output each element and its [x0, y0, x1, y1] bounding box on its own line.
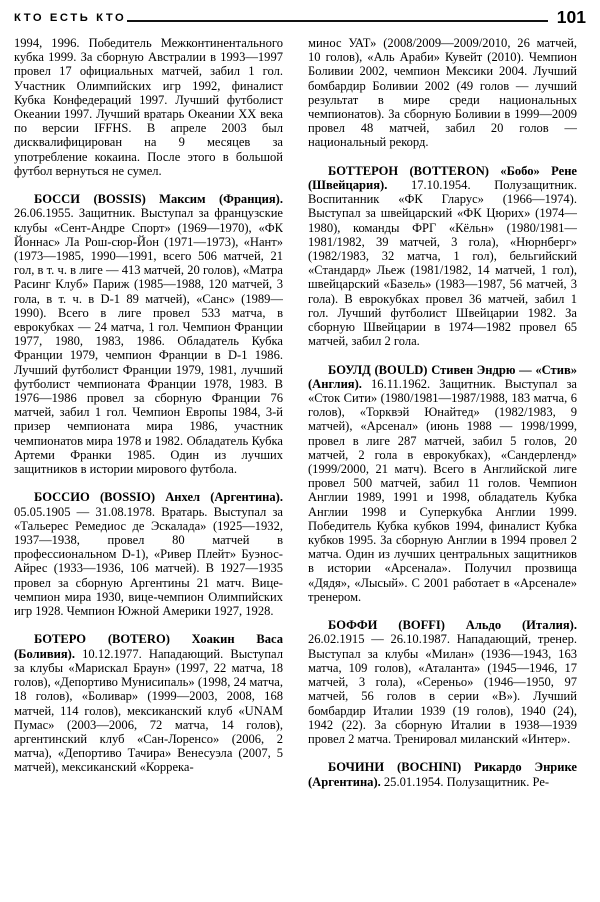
dictionary-entry [308, 760, 577, 788]
entry-body-text: 16.11.1962. Защитник. Выступал за «Сток Сити» (1980/1981—1987/1988, 183 матча, 6 голов), «Торквэй Юнайтед» (1982/1983, 9 матчей), «Арсенал» (июнь 1988 — 1998/1999, провел в лиге 287 матчей, забил 5 голов, 20 матчей, 2 гола в еврокубках), «Сандерленд» (1999/2000, 21 матч). Всего в Английской лиге провел 500 матчей, забил 11 голов. Чемпион Англии 1989, 1991 и 1998, обладатель Кубка Англии 1998 и Суперкубка Англии 1999. Победитель Кубка кубков 1994, финалист Кубка кубков 1995. За сборную Англии в 1994 провел 2 матча. Один из лучших центральных защитников в истории «Арсенала». Получил прозвища «Дядя», «Лысый». С 2001 работает в «Арсенале» тренером. [308, 376, 577, 604]
entry-body-text: 17.10.1954. Полузащитник. Воспитанник «ФК Гларус» (1966—1974). Выступал за швейцарский «ФК Цюрих» (1974—1980), команды ФРГ «Кёльн» (1980/1981—1981/1982, 39 матчей, 3 гола), «Нюрнберг» (1982/1983, 32 матча, 1 гол), бельгийский «Стандард» Льеж (1981/1982, 14 матчей, 1 гол), швейцарский «Базель» (1983—1987, 56 матчей, 3 гола). В еврокубках провел 36 матчей, забил 1 гол. Лучший футболист Швейцарии 1982. За сборную Швейцарии в 1974—1982 провел 65 матчей, забил 2 гола. [308, 178, 577, 349]
entry-headword: БОТТЕРОН (BOTTERON) «Бобо» Рене (Швейцария). [308, 163, 577, 193]
text-column-left [14, 36, 283, 775]
entry-headword: БОЧИНИ (BOCHINI) Рикардо Энрике (Аргентина). [308, 760, 577, 789]
two-column-body [0, 36, 600, 902]
entry-body-text: 10.12.1977. Нападающий. Выступал за клубы «Марискал Браун» (1997, 22 матча, 18 голов), «Депортиво Мунисипаль» (1998, 24 матча, 18 голов), «Боливар» (1999—2003, 2008, 168 матчей, 114 голов), мексиканский клуб «UNAM Пумас» (2003—2006, 72 матча, 14 голов), аргентинский клуб «Сан-Лоренсо» (2006, 2 матча), «Депортиво Тачира» Венесуэла (2007, 5 матчей), мексиканский «Коррека- [14, 646, 283, 775]
entry-body-text: 25.01.1954. Полузащитник. Ре- [380, 774, 550, 789]
entry-body-text: 05.05.1905 — 31.08.1978. Вратарь. Выступал за «Тальерес Ремедиос де Эскалада» (1925—1932, 1937—1938, провел 80 матчей в профессиональном D-1), «Ривер Плейт» Буэнос-Айрес (1933—1936, 106 матчей). В 1927—1935 провел за сборную Аргентины 21 матч. Вице-чемпион мира 1930, вице-чемпион Олимпийских игр 1928. Чемпион Южной Америки 1927, 1928. [14, 504, 283, 619]
page-number: 101 [556, 6, 586, 27]
text-column-right [308, 36, 577, 789]
dictionary-entry [14, 632, 283, 774]
paragraph-continuation [308, 36, 577, 150]
entry-headword: БОУЛД (BOULD) Стивен Эндрю — «Стив» (Англия). [308, 362, 577, 391]
entry-headword: БОССИ (BOSSIS) Максим (Франция). [34, 192, 283, 207]
entry-body-text: минос УАТ» (2008/2009—2009/2010, 26 матчей, 10 голов), «Аль Араби» Кувейт (2010). Чемпион Боливии 2002, чемпион Мексики 2004. Лучший бомбардир Боливии 2002 (49 голов — лучший результат в мире среди национальных чемпионатов). За сборную Боливии в 1999—2009 провел 48 матчей, забил 20 голов — национальный рекорд. [308, 36, 577, 150]
running-head [0, 0, 600, 34]
dictionary-entry [308, 363, 577, 604]
entry-body-text: 26.06.1955. Защитник. Выступал за французские клубы «Сент-Андре Спорт» (1969—1970), «ФК Йоннас» Ла Рош-сюр-Йон (1971—1973), «Нант» (1973—1985, 1990—1991, всего 506 матчей, 21 гол, в т. ч. в лиге — 413 матчей, 20 голов), «Матра Расинг Клуб» Париж (1985—1988, 120 матчей, 3 гола, в т. ч. в D-1 89 матчей), «Санс» (1989—1990). Всего в лиге провел 533 матча, в еврокубках — 24 матча, 1 гол. Чемпион Франции 1977, 1980, 1983, 1986. Обладатель Кубка Франции 1979, чемпион Франции в D-1 1986. Лучший футболист Франции 1979, 1981, лучший футболист чемпионата Франции 1978, 1983. В 1976—1986 провел за сборную Франции 76 матчей, забил 1 гол. Чемпион Европы 1984, 3-й призер чемпионата мира 1986, участник чемпионатов мира 1978 и 1982. Обладатель Кубка Артеми Франки 1985. Один из лучших защитников в истории мирового футбола. [14, 206, 283, 477]
dictionary-entry [14, 490, 283, 618]
entry-body-text: 26.02.1915 — 26.10.1987. Нападающий, тренер. Выступал за клубы «Милан» (1936—1943, 163 матча, 109 голов), «Аталанта» (1945—1946, 17 матчей, 3 гола), «Сереньо» (1946—1950, 97 матчей, 56 голов в серии «В»). Лучший бомбардир Италии 1939 (19 голов), 1940 (24), 1942 (22). За сборную Италии в 1938—1939 провел 2 матча. Тренировал миланский «Интер». [308, 632, 577, 746]
entry-headword: БОССИО (BOSSIO) Анхел (Аргентина). [34, 490, 283, 505]
running-head-rule [127, 20, 548, 22]
entry-headword: БОФФИ (BOFFI) Альдо (Италия). [328, 618, 577, 633]
paragraph-continuation [14, 36, 283, 178]
entry-headword: БОТЕРО (BOTERO) Хоакин Васа (Боливия). [14, 632, 283, 661]
dictionary-entry [308, 164, 577, 349]
dictionary-entry [14, 192, 283, 476]
entry-body-text: 1994, 1996. Победитель Межконтинентального кубка 1999. За сборную Австралии в 1993—1997 провел 17 официальных матчей, забил 1 гол. Участник Олимпийских игр 1992, финалист Кубка Конфедераций 1997. Лучший футболист Океании 1997. Лучший вратарь Океании XX века по версии IFFHS. В апреле 2003 был дисквалифицирован на 9 месяцев за употребление кокаина. После этого в большой футбол вернуться не сумел. [14, 36, 283, 178]
running-head-title: КТО ЕСТЬ КТО [14, 11, 127, 24]
dictionary-entry [308, 618, 577, 746]
